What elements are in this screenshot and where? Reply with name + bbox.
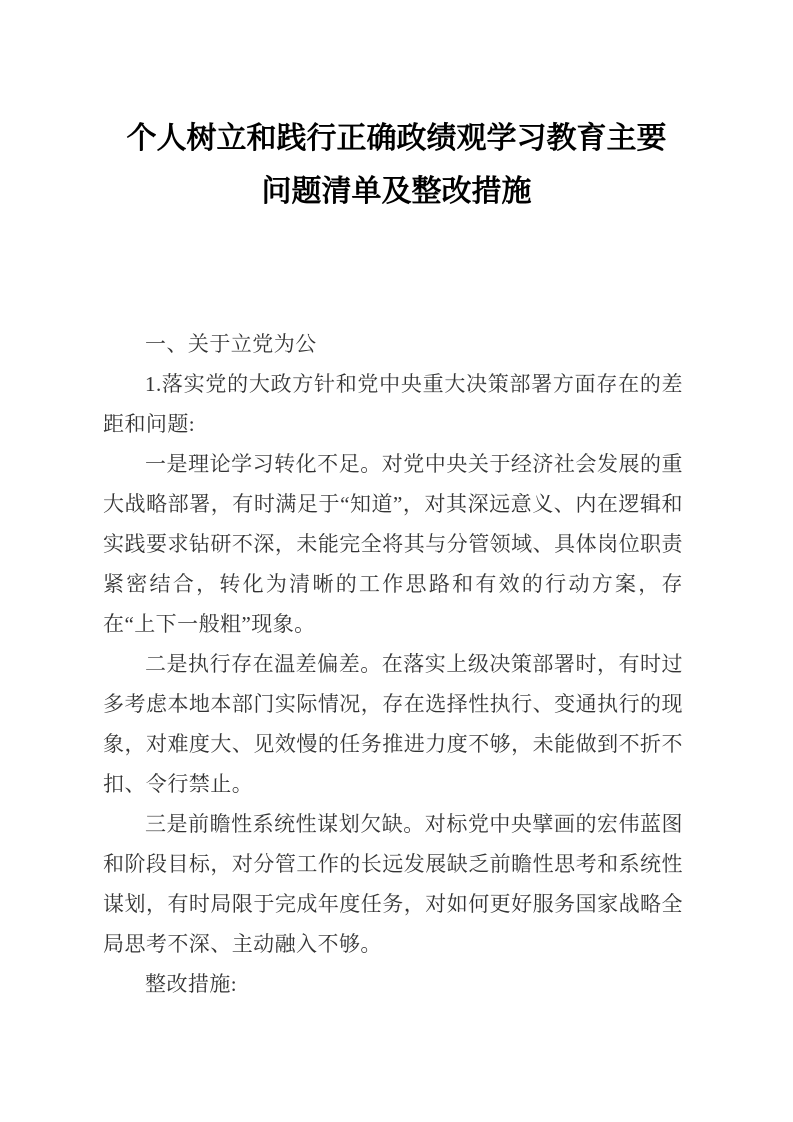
issue-paragraph-3: 三是前瞻性系统性谋划欠缺。对标党中央擘画的宏伟蓝图和阶段目标，对分管工作的长远发展缺乏前瞻性思考和系统性谋划，有时局限于完成年度任务，对如何更好服务国家战略全局思考不深、主动融入不够。 — [103, 812, 683, 956]
document-title — [0, 112, 793, 218]
section-heading: 一、关于立党为公 — [145, 332, 317, 356]
document-title-line-1: 个人树立和践行正确政绩观学习教育主要 — [126, 122, 667, 155]
issue-paragraph-1: 一是理论学习转化不足。对党中央关于经济社会发展的重大战略部署，有时满足于“知道”，对其深远意义、内在逻辑和实践要求钻研不深，未能完全将其与分管领域、具体岗位职责紧密结合，转化为清晰的工作思路和有效的行动方案，存在“上下一般粗”现象。 — [103, 452, 683, 636]
problem-list-heading: 1.落实党的大政方针和党中央重大决策部署方面存在的差距和问题: — [103, 372, 683, 436]
rectification-heading: 整改措施: — [145, 972, 238, 996]
document-title-line-2: 问题清单及整改措施 — [261, 175, 532, 208]
document-body — [103, 324, 683, 1004]
issue-paragraph-2: 二是执行存在温差偏差。在落实上级决策部署时，有时过多考虑本地本部门实际情况，存在选择性执行、变通执行的现象，对难度大、见效慢的任务推进力度不够，未能做到不折不扣、令行禁止。 — [103, 652, 683, 796]
